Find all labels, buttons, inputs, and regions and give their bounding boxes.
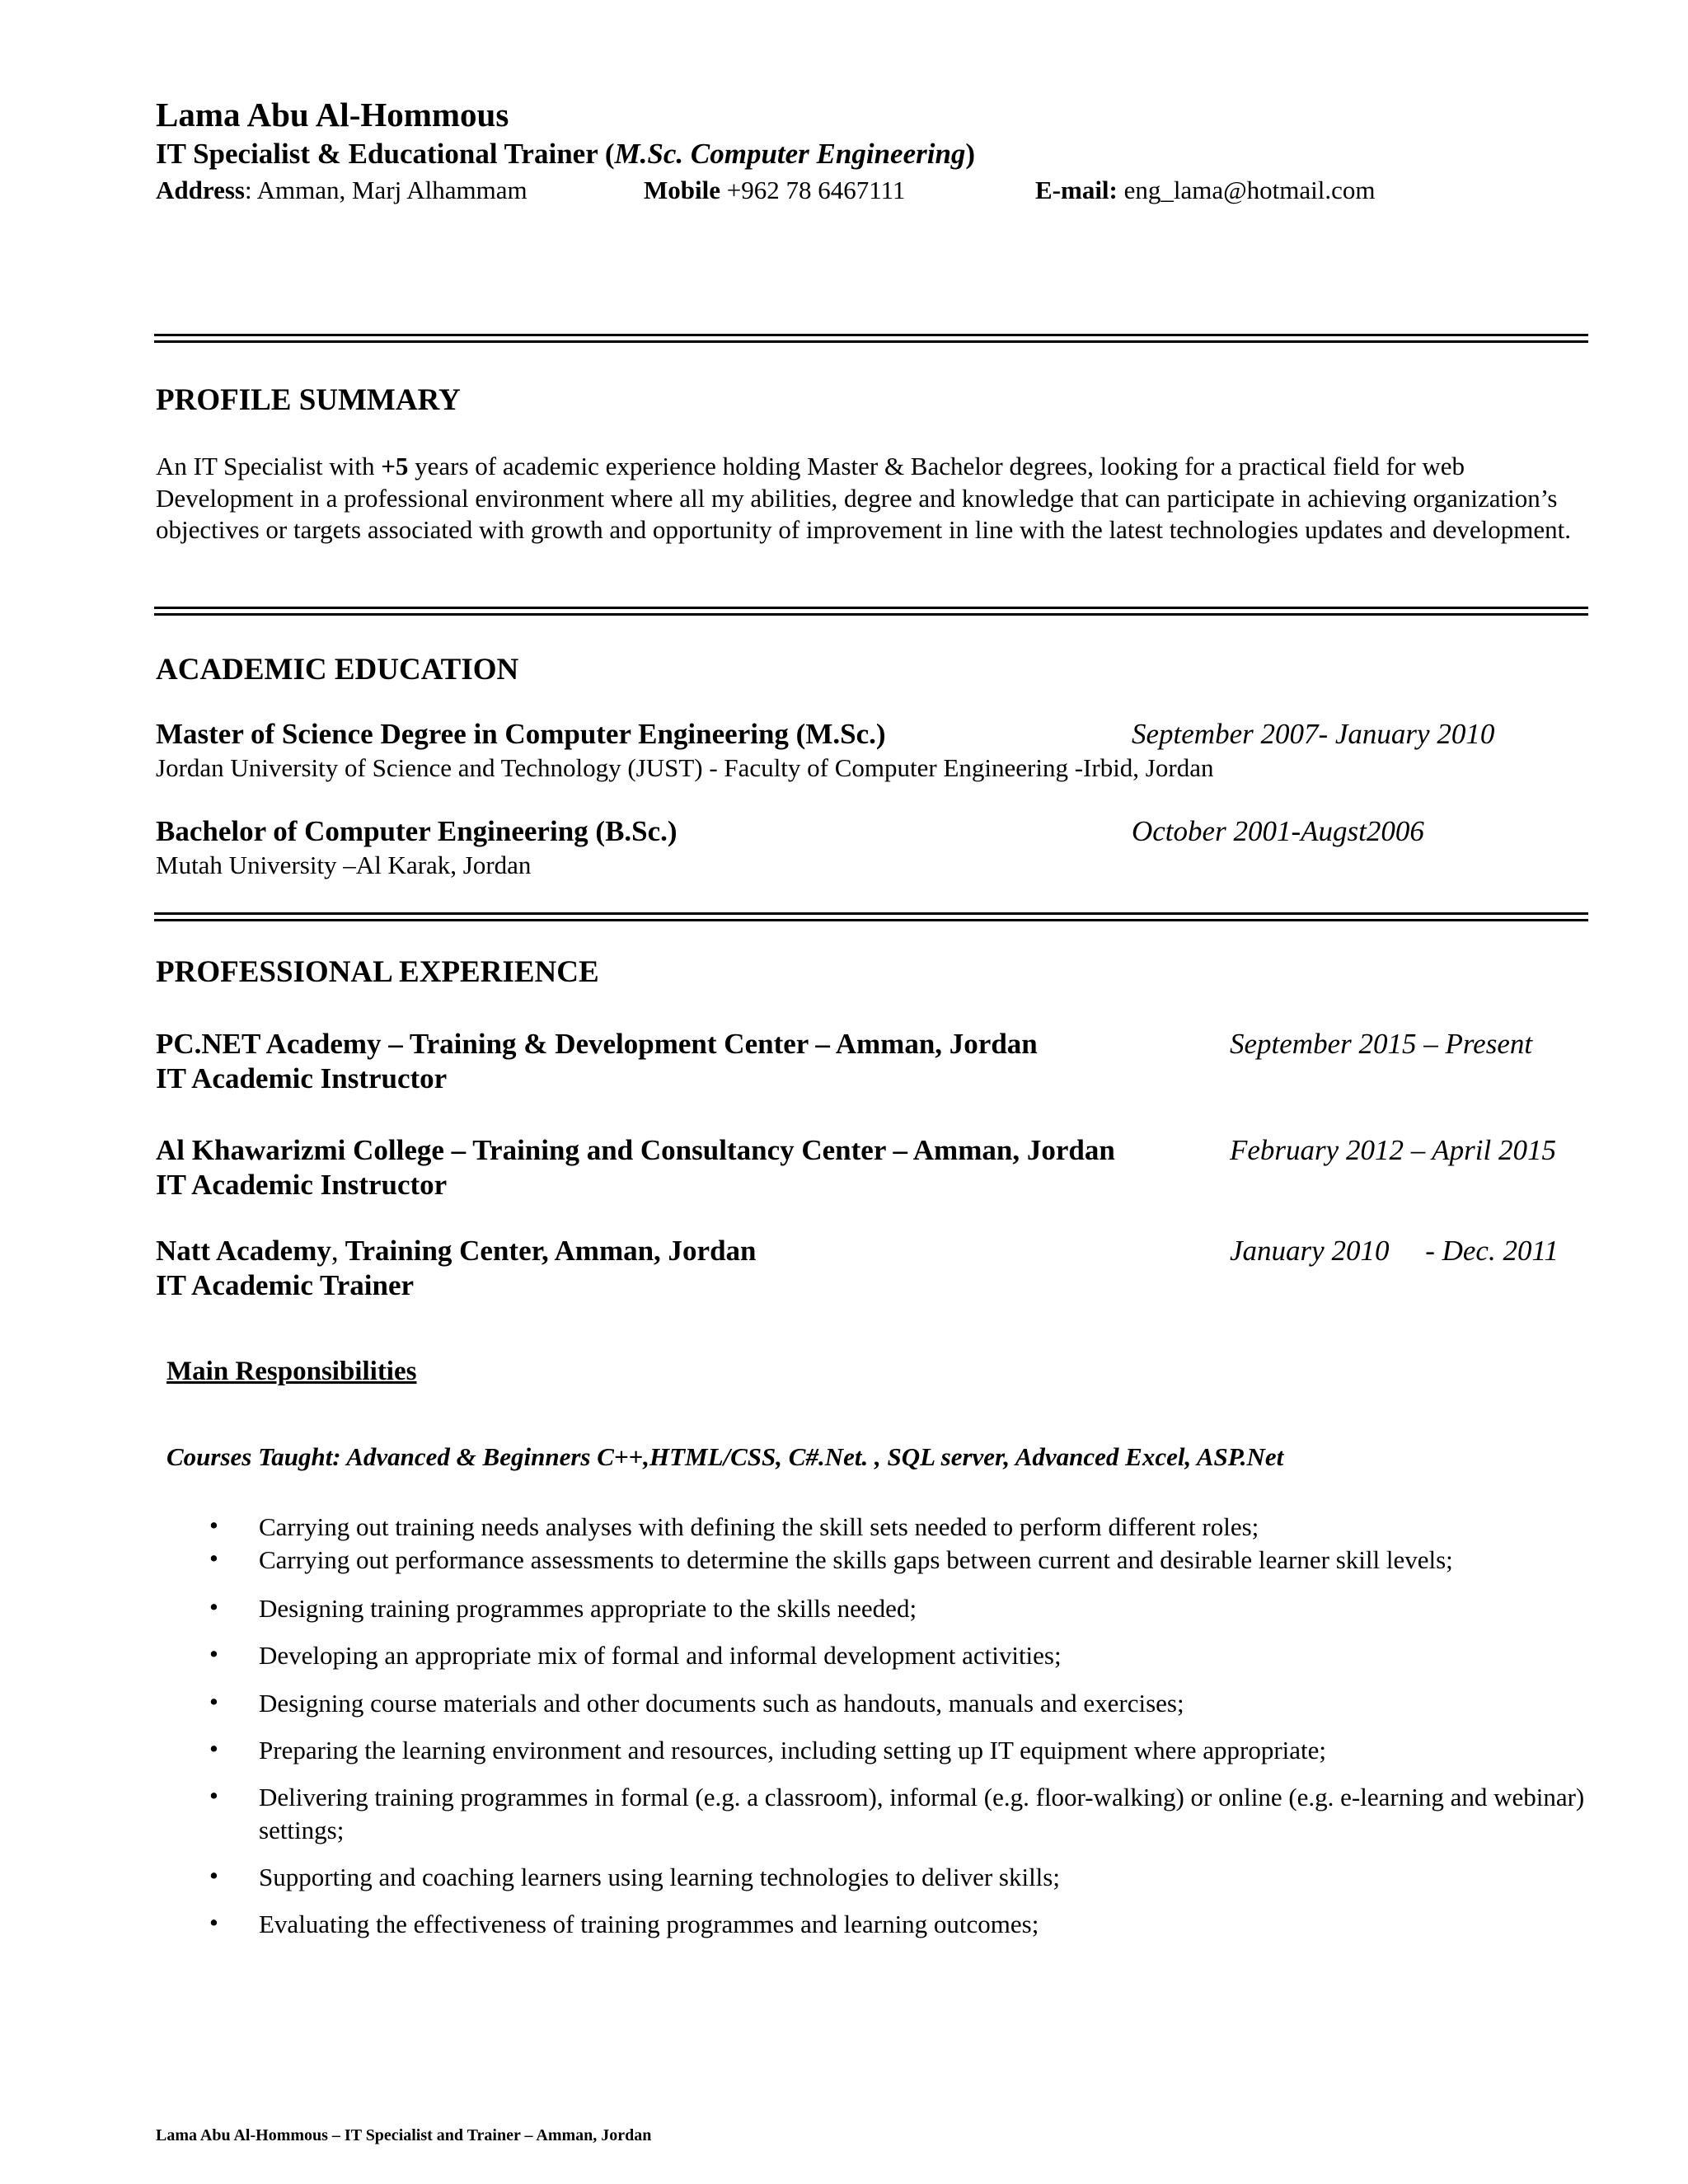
job-org-a: Natt Academy xyxy=(156,1235,331,1267)
courses-taught: Courses Taught: Advanced & Beginners C++,HTML/CSS, C#.Net. , SQL server, Advanced Excel, ASP.Net xyxy=(166,1442,1284,1471)
bullet-icon: • xyxy=(209,1908,218,1937)
job-role: IT Academic Instructor xyxy=(156,1169,448,1201)
profile-text-a: An IT Specialist with xyxy=(156,452,382,480)
bullet-text: Delivering training programmes in formal (e.g. a classroom), informal (e.g. floor-walking) or online (e.g. e-learning and webinar) settings; xyxy=(259,1783,1585,1844)
profile-text-b: years of academic experience holding Master & Bachelor degrees, looking for a practical field for web Development in a professional environment where all my abilities, degree and knowledge that can participate in achieving organization’s objectives or targets associated with growth and opportunity of improvement in line with the latest technologies updates and development. xyxy=(156,452,1571,544)
bullet-icon: • xyxy=(209,1687,218,1716)
mobile-value: +962 78 6467111 xyxy=(720,176,906,204)
profile-summary-text xyxy=(156,451,1573,546)
bullet-icon: • xyxy=(209,1511,218,1540)
bullet-text: Carrying out training needs analyses with defining the skill sets needed to perform different roles; xyxy=(259,1512,1259,1541)
bullet-icon: • xyxy=(209,1544,218,1572)
job-org-sep: , xyxy=(331,1235,339,1267)
title-suffix: ) xyxy=(965,138,976,170)
bullet-icon: • xyxy=(209,1639,218,1668)
job-date: January 2010 - Dec. 2011 xyxy=(1230,1235,1559,1267)
candidate-name: Lama Abu Al-Hommous xyxy=(156,96,509,134)
title-degree: M.Sc. Computer Engineering xyxy=(614,138,966,170)
job-role: IT Academic Instructor xyxy=(156,1062,448,1094)
bullet-text: Developing an appropriate mix of formal and informal development activities; xyxy=(259,1641,1062,1670)
education-institution: Mutah University –Al Karak, Jordan xyxy=(156,851,532,879)
address-label: Address xyxy=(156,176,245,204)
education-date: October 2001-Augst2006 xyxy=(1132,815,1424,847)
bullet-text: Preparing the learning environment and resources, including setting up IT equipment where appropriate; xyxy=(259,1736,1327,1765)
section-divider xyxy=(154,607,1588,616)
bullet-text: Supporting and coaching learners using learning technologies to deliver skills; xyxy=(259,1863,1060,1891)
bullet-text: Carrying out performance assessments to determine the skills gaps between current and desirable learner skill levels; xyxy=(259,1545,1453,1574)
education-institution: Jordan University of Science and Technology (JUST) - Faculty of Computer Engineering -Irbid, Jordan xyxy=(156,753,1214,782)
education-degree: Master of Science Degree in Computer Engineering (M.Sc.) xyxy=(156,718,886,750)
job-role: IT Academic Trainer xyxy=(156,1269,415,1301)
bullet-icon: • xyxy=(209,1861,218,1890)
mobile-label: Mobile xyxy=(644,176,720,204)
bullet-text: Designing course materials and other documents such as handouts, manuals and exercises; xyxy=(259,1689,1184,1718)
job-organization xyxy=(156,1235,757,1268)
bullet-icon: • xyxy=(209,1781,218,1810)
profile-summary-heading: PROFILE SUMMARY xyxy=(156,383,461,417)
contact-address xyxy=(156,176,528,205)
job-organization: Al Khawarizmi College – Training and Consultancy Center – Amman, Jordan xyxy=(156,1134,1115,1166)
contact-mobile xyxy=(644,176,905,205)
bullet-text: Evaluating the effectiveness of training programmes and learning outcomes; xyxy=(259,1910,1039,1938)
email-label: E-mail: xyxy=(1035,176,1118,204)
page-footer: Lama Abu Al-Hommous – IT Specialist and Trainer – Amman, Jordan xyxy=(156,2126,652,2144)
bullet-icon: • xyxy=(209,1734,218,1763)
education-degree: Bachelor of Computer Engineering (B.Sc.) xyxy=(156,815,678,847)
professional-experience-heading: PROFESSIONAL EXPERIENCE xyxy=(156,955,599,989)
academic-education-heading: ACADEMIC EDUCATION xyxy=(156,653,519,687)
job-date: February 2012 – April 2015 xyxy=(1230,1134,1557,1166)
job-org-b: Training Center, Amman, Jordan xyxy=(338,1235,757,1267)
section-divider xyxy=(154,334,1588,343)
profile-text-bold: +5 xyxy=(381,452,409,480)
title-prefix: IT Specialist & Educational Trainer ( xyxy=(156,138,615,170)
candidate-title xyxy=(156,138,975,171)
section-divider xyxy=(154,912,1588,921)
job-organization: PC.NET Academy – Training & Development Center – Amman, Jordan xyxy=(156,1028,1038,1060)
contact-email xyxy=(1035,176,1376,205)
main-responsibilities-heading: Main Responsibilities xyxy=(166,1357,417,1386)
address-value: : Amman, Marj Alhammam xyxy=(244,176,528,204)
bullet-text: Designing training programmes appropriate to the skills needed; xyxy=(259,1594,917,1623)
bullet-icon: • xyxy=(209,1592,218,1621)
education-date: September 2007- January 2010 xyxy=(1132,718,1495,750)
email-value: eng_lama@hotmail.com xyxy=(1117,176,1376,204)
job-date: September 2015 – Present xyxy=(1230,1028,1533,1060)
